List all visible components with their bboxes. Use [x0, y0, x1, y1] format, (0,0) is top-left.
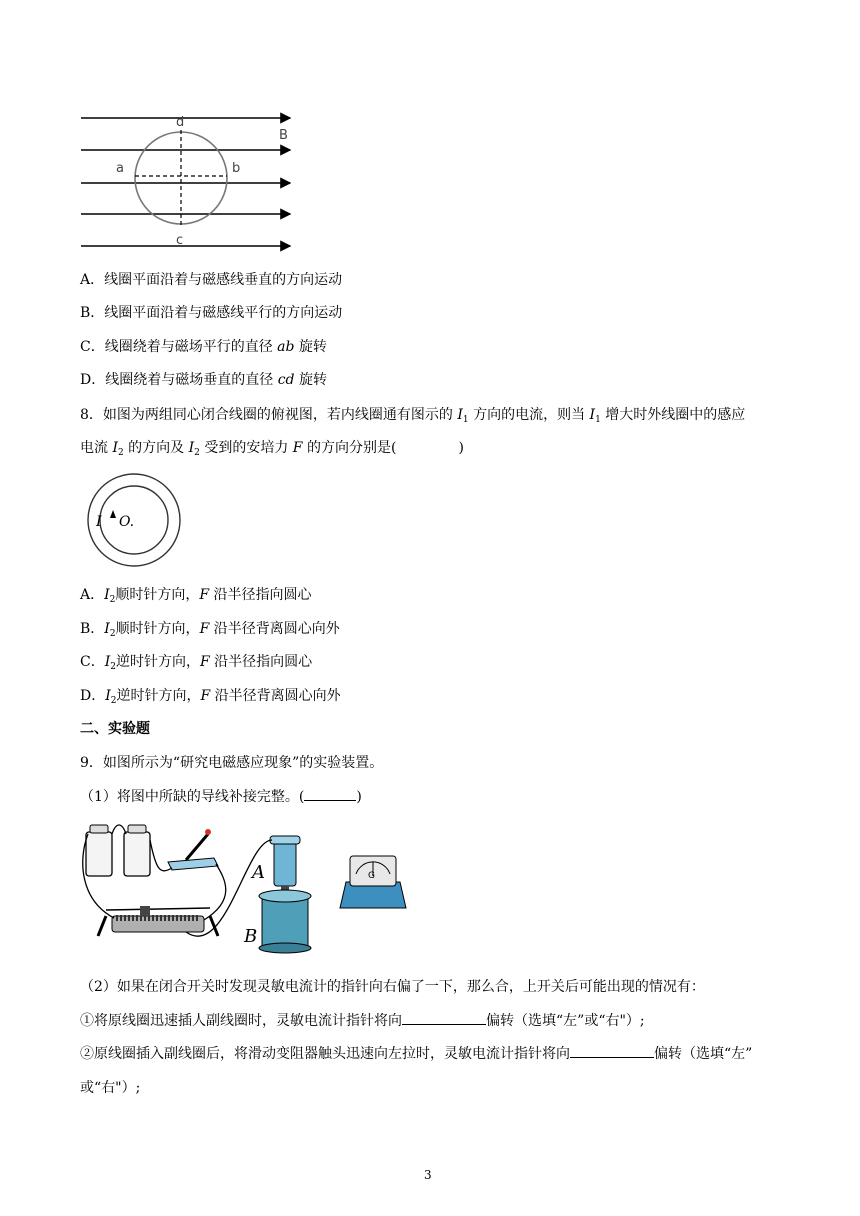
rheostat-icon — [98, 906, 218, 936]
label-B: B — [244, 926, 258, 947]
q7-option-b: B．线圈平面沿着与磁感线平行的方向运动 — [80, 305, 343, 321]
q9-item2: ②原线圈插入副线圈后，将滑动变阻器触头迅速向左拉时，灵敏电流计指针将向 偏转（选填“左” — [80, 1046, 753, 1062]
q8-stem-line2: 电流 $I_2$ 的方向及 $I_2$ 受到的安培力 F 的方向分别是( ) — [80, 440, 464, 458]
label-O: O. — [119, 514, 135, 530]
primary-coil-icon — [270, 836, 300, 894]
q7-option-a: A．线圈平面沿着与磁感线垂直的方向运动 — [80, 272, 343, 288]
label-b: b — [232, 161, 241, 176]
current-arrow-icon — [110, 510, 116, 518]
label-B: B — [279, 128, 288, 143]
q7-option-c: C．线圈绕着与磁场平行的直径 ab 旋转 — [80, 339, 327, 355]
q9-item1: ①将原线圈迅速插人副线圈时，灵敏电流计指针将向 偏转（选填“左”或“右"）; — [80, 1013, 645, 1029]
q7-option-d: D．线圈绕着与磁场垂直的直径 cd 旋转 — [80, 372, 327, 388]
label-G: G — [368, 871, 375, 881]
q8-stem-line1: 8．如图为两组同心闭合线圈的俯视图，若内线圈通有图示的 $I_1$ 方向的电流，则当 $I_1$ 增大时外线圈中的感应 — [80, 407, 746, 425]
galvanometer-icon — [340, 856, 406, 908]
section-heading: 二、实验题 — [80, 721, 150, 737]
q9-item2-cont: 或“右"）; — [80, 1080, 141, 1096]
label-I: I — [96, 514, 102, 530]
label-A: A — [252, 862, 265, 883]
switch-icon — [168, 829, 218, 870]
battery-icon — [86, 825, 150, 876]
label-d: d — [176, 115, 185, 130]
q9-part2: （2）如果在闭合开关时发现灵敏电流计的指针向右偏了一下，那么合，上开关后可能出现的情况有： — [80, 979, 705, 995]
q8-option-a: A．$I_2$顺时针方向，F 沿半径指向圆心 — [80, 587, 312, 605]
q8-option-d: D．$I_2$逆时针方向，F 沿半径背离圆心向外 — [80, 688, 341, 706]
page-number: 3 — [424, 1168, 432, 1182]
label-c: c — [176, 233, 184, 248]
q9-part1: （1）将图中所缺的导线补接完整。( ) — [80, 789, 362, 805]
figure-apparatus — [76, 820, 416, 958]
label-a: a — [116, 161, 124, 176]
q8-option-c: C．$I_2$逆时针方向，F 沿半径指向圆心 — [80, 654, 313, 672]
figure-coil-in-field — [78, 108, 298, 256]
secondary-coil-icon — [259, 890, 311, 953]
q9-stem: 9．如图所示为“研究电磁感应现象”的实验装置。 — [80, 755, 384, 771]
figure-concentric-coils — [86, 472, 184, 570]
q8-option-b: B．$I_2$顺时针方向，F 沿半径背离圆心向外 — [80, 621, 340, 639]
